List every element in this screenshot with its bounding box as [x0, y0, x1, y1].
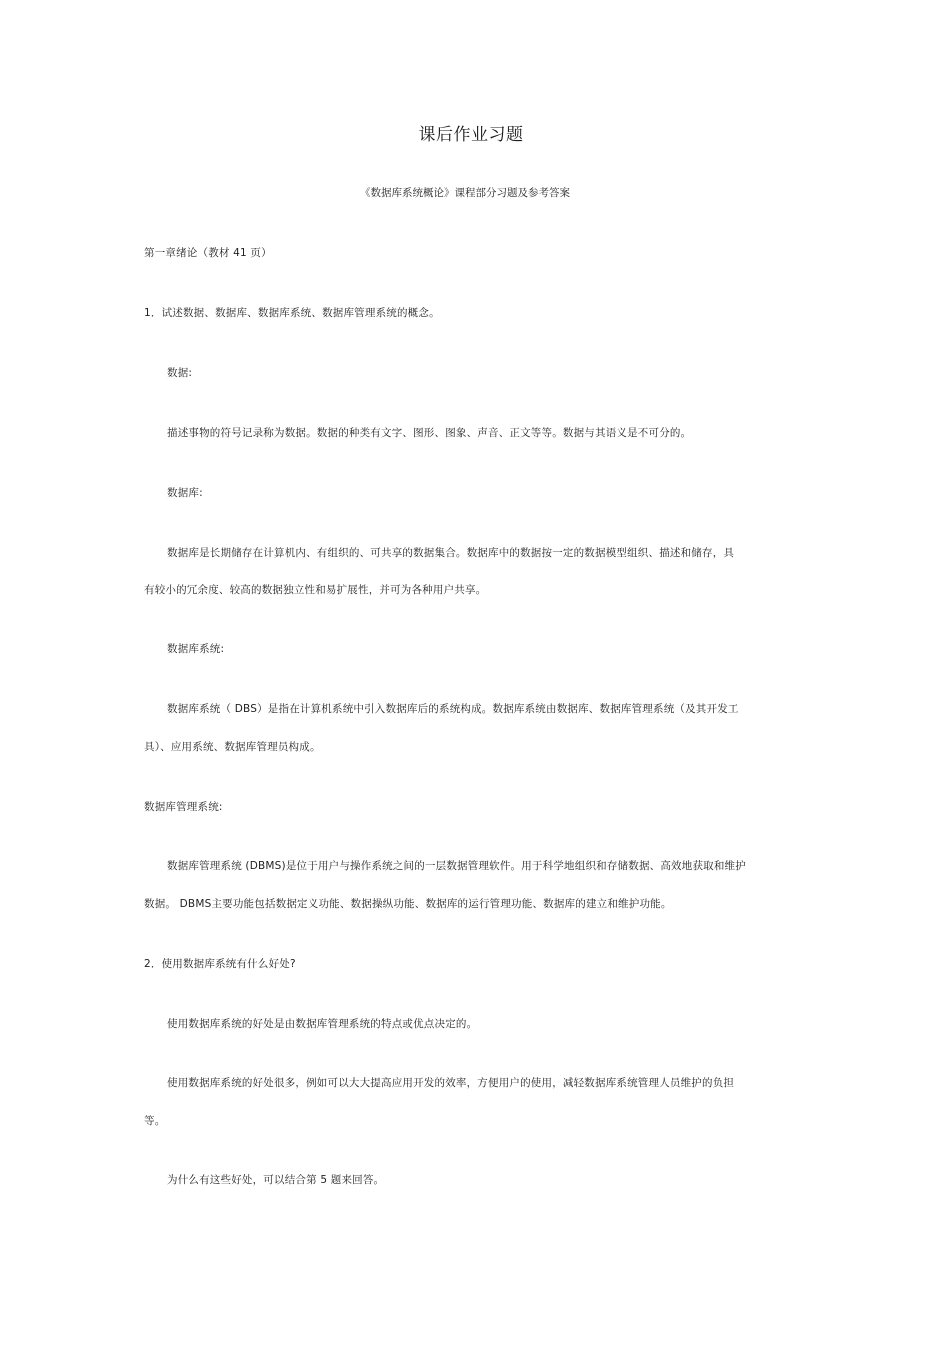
dbms-label: 数据库管理系统:	[144, 801, 223, 813]
data-definition: 描述事物的符号记录称为数据。数据的种类有文字、图形、图象、声音、正文等等。数据与其语义是不可分的。	[167, 427, 692, 439]
document-subtitle: 《数据库系统概论》课程部分习题及参考答案	[360, 187, 570, 199]
document-title: 课后作业习题	[418, 125, 524, 145]
q2-answer-2-line-1: 使用数据库系统的好处很多，例如可以大大提高应用开发的效率，方便用户的使用，减轻数据库系统管理人员维护的负担	[167, 1077, 735, 1089]
question-2: 2．使用数据库系统有什么好处?	[144, 958, 296, 970]
q2-answer-3: 为什么有这些好处，可以结合第 5 题来回答。	[167, 1174, 385, 1186]
dbs-definition-line-1: 数据库系统（ DBS）是指在计算机系统中引入数据库后的系统构成。数据库系统由数据库、数据库管理系统（及其开发工	[167, 703, 739, 715]
database-definition-line-2: 有较小的冗余度、较高的数据独立性和易扩展性，并可为各种用户共享。	[144, 584, 487, 596]
q2-answer-1: 使用数据库系统的好处是由数据库管理系统的特点或优点决定的。	[167, 1018, 478, 1030]
chapter-heading: 第一章绪论（教材 41 页）	[144, 247, 272, 259]
dbs-definition-line-2: 具）、应用系统、数据库管理员构成。	[144, 741, 321, 753]
database-definition-line-1: 数据库是长期储存在计算机内、有组织的、可共享的数据集合。数据库中的数据按一定的数据模型组织、描述和储存，具	[167, 547, 735, 559]
dbs-label: 数据库系统:	[167, 643, 225, 655]
database-label: 数据库:	[167, 487, 203, 499]
dbms-definition-line-2: 数据。 DBMS主要功能包括数据定义功能、数据操纵功能、数据库的运行管理功能、数据库的建立和维护功能。	[144, 898, 672, 910]
q2-answer-2-line-2: 等。	[144, 1115, 166, 1127]
dbms-definition-line-1: 数据库管理系统 (DBMS)是位于用户与操作系统之间的一层数据管理软件。用于科学地组织和存储数据、高效地获取和维护	[167, 860, 746, 872]
question-1: 1．试述数据、数据库、数据库系统、数据库管理系统的概念。	[144, 307, 440, 319]
data-label: 数据:	[167, 367, 193, 379]
